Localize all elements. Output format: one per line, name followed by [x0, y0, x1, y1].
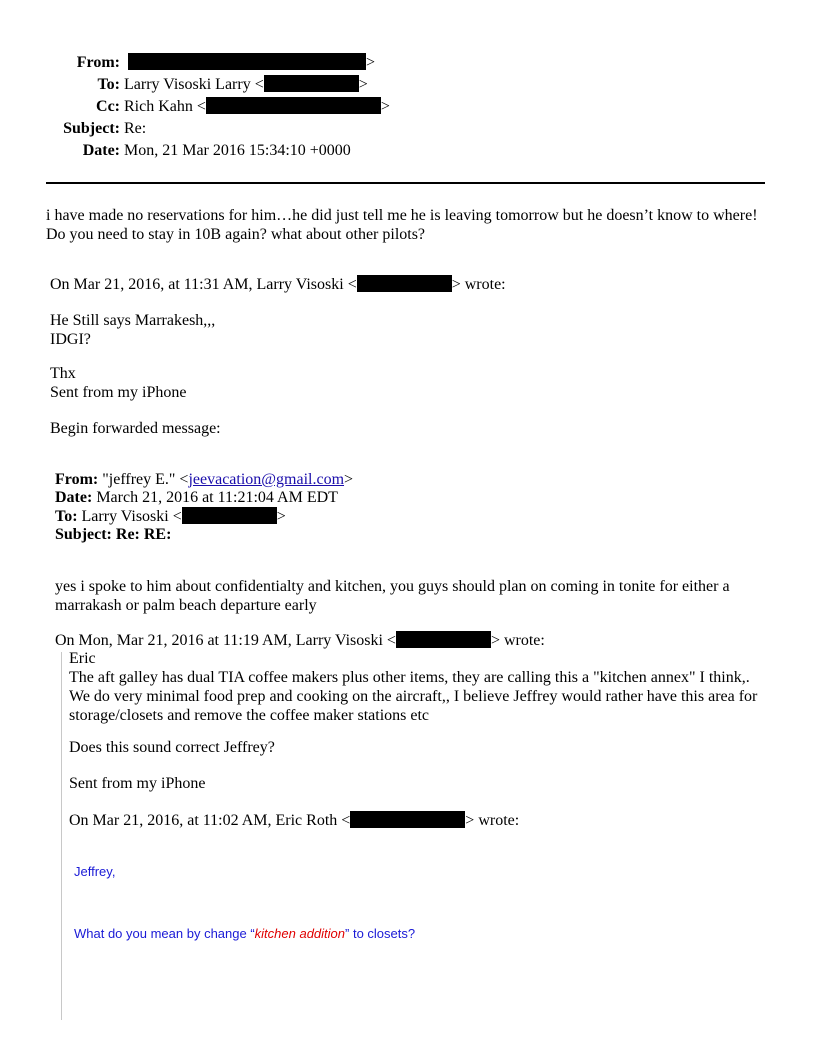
reply-body — [46, 206, 758, 244]
quote-intro-suffix: > wrote: — [490, 632, 545, 649]
question-text: What do you mean by change “ — [74, 926, 255, 941]
date-row — [0, 140, 816, 162]
email-header — [0, 52, 816, 162]
from-label: From: — [76, 54, 120, 71]
to-label: To: — [97, 76, 120, 93]
quote-intro-suffix: > wrote: — [451, 276, 506, 293]
redaction-bar — [128, 53, 366, 70]
cc-row — [0, 96, 816, 118]
header-divider — [46, 182, 765, 184]
message-line: Eric — [69, 650, 96, 667]
forward-note — [50, 419, 221, 438]
fwd-from-row — [55, 471, 353, 489]
subject-value: Re: — [124, 120, 147, 137]
fwd-to-close: > — [276, 508, 286, 525]
date-label: Date: — [82, 142, 120, 159]
larry-quote-intro — [50, 275, 506, 294]
fwd-subject-label: Subject: — [55, 526, 112, 543]
larry-reply-sign — [69, 774, 205, 793]
message-line: yes i spoke to him about confidentialty and kitchen, you guys should plan on coming in tonite for either a — [55, 578, 730, 595]
fwd-from-label: From: — [55, 471, 99, 488]
larry-reply-intro — [55, 631, 545, 650]
message-line: Sent from my iPhone — [50, 384, 187, 401]
message-line: storage/closets and remove the coffee maker stations etc — [69, 707, 430, 724]
message-line: He Still says Marrakesh,,, — [50, 312, 216, 329]
redaction-bar — [182, 507, 277, 524]
jeffrey-message — [55, 577, 730, 615]
fwd-from-close: > — [344, 471, 354, 488]
greeting-text: Jeffrey, — [74, 864, 116, 879]
quote-bar — [61, 652, 62, 1020]
message-line: Sent from my iPhone — [69, 775, 206, 792]
message-line: Begin forwarded message: — [50, 420, 221, 437]
fwd-date-label: Date: — [55, 489, 93, 506]
quote-intro-suffix: > wrote: — [465, 812, 520, 829]
cc-close: > — [380, 98, 390, 115]
to-row — [0, 74, 816, 96]
question-text-end: ” to closets? — [345, 926, 416, 941]
fwd-subject-row — [55, 526, 353, 544]
date-value: Mon, 21 Mar 2016 15:34:10 +0000 — [124, 142, 351, 159]
redaction-bar — [206, 97, 381, 114]
sender-email-link[interactable]: jeevacation@gmail.com — [188, 471, 345, 488]
cc-value: Rich Kahn < — [124, 98, 206, 115]
message-line: We do very minimal food prep and cooking on the aircraft,, I believe Jeffrey would rather have this area for — [69, 688, 758, 705]
fwd-date-row — [55, 489, 353, 507]
reply-line-1: i have made no reservations for him…he did just tell me he is leaving tomorrow but he doesn’t know to where! — [46, 207, 758, 224]
larry-quote-body — [50, 311, 215, 349]
fwd-from-name: "jeffrey E." < — [102, 471, 189, 488]
fwd-to-value: Larry Visoski < — [81, 508, 182, 525]
redaction-bar — [396, 631, 491, 648]
from-row — [0, 52, 816, 74]
cc-label: Cc: — [96, 98, 120, 115]
fwd-to-label: To: — [55, 508, 78, 525]
eric-question — [74, 924, 415, 943]
quote-intro-text: On Mon, Mar 21, 2016 at 11:19 AM, Larry Visoski < — [55, 632, 396, 649]
fwd-date-value: March 21, 2016 at 11:21:04 AM EDT — [96, 489, 338, 506]
message-line: The aft galley has dual TIA coffee makers plus other items, they are calling this a "kitchen annex" I think,. — [69, 669, 750, 686]
forwarded-header — [55, 471, 353, 544]
redaction-bar — [350, 811, 465, 828]
message-line: marrakash or palm beach departure early — [55, 597, 317, 614]
message-line: Does this sound correct Jeffrey? — [69, 739, 275, 756]
to-value: Larry Visoski Larry < — [124, 76, 264, 93]
larry-reply-body — [69, 649, 757, 725]
message-line: Thx — [50, 365, 76, 382]
to-close: > — [358, 76, 368, 93]
redaction-bar — [357, 275, 452, 292]
from-close: > — [366, 54, 376, 71]
larry-reply-question — [69, 738, 275, 757]
subject-row — [0, 118, 816, 140]
message-line: IDGI? — [50, 331, 91, 348]
eric-quote-intro — [69, 811, 519, 830]
fwd-to-row — [55, 507, 353, 526]
quote-intro-text: On Mar 21, 2016, at 11:02 AM, Eric Roth < — [69, 812, 351, 829]
highlighted-phrase: kitchen addition — [254, 926, 346, 941]
eric-greeting — [74, 862, 115, 881]
quote-intro-text: On Mar 21, 2016, at 11:31 AM, Larry Visoski < — [50, 276, 357, 293]
subject-label: Subject: — [63, 120, 120, 137]
redaction-bar — [264, 75, 359, 92]
reply-line-2: Do you need to stay in 10B again? what about other pilots? — [46, 226, 426, 243]
fwd-subject-value: Re: RE: — [115, 526, 172, 543]
larry-quote-sign — [50, 364, 186, 402]
